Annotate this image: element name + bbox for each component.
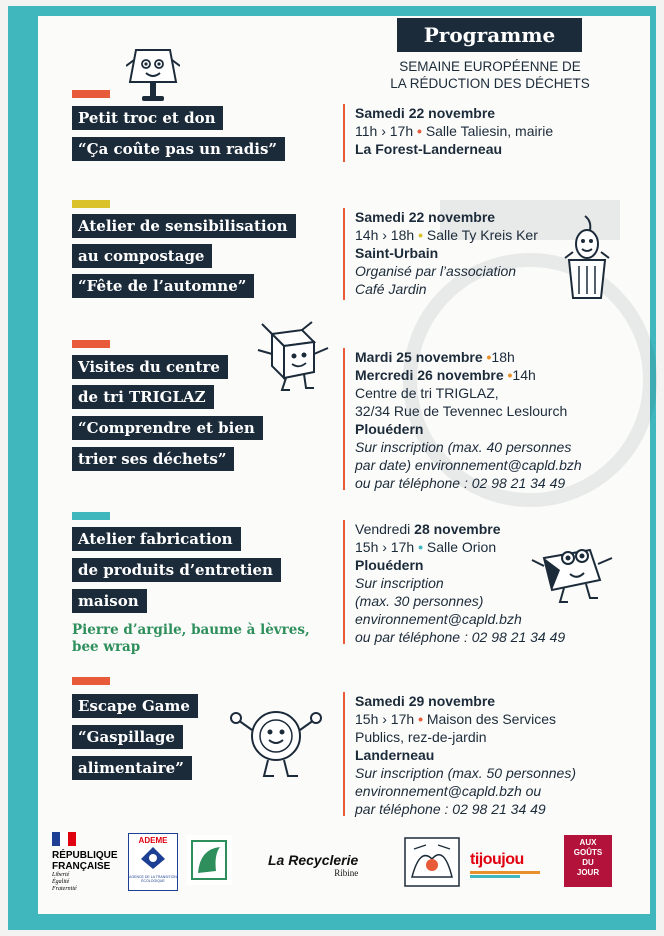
event-2-details: Samedi 22 novembre 14h › 18h • Salle Ty Kreis Ker Saint-Urbain Organisé par l’association Café Jardin <box>355 209 538 297</box>
lamp-mascot-icon <box>126 44 180 104</box>
community-green-logo-icon <box>186 835 232 885</box>
event-4-details: Vendredi 28 novembre 15h › 17h • Salle Orion Plouédern Sur inscription (max. 30 personnes) environnement@capld.bzh ou par téléphone : 02 98 21 34 49 <box>355 521 566 645</box>
marianne-flag-icon <box>52 832 76 846</box>
plate-mascot-icon <box>226 700 326 782</box>
event-2-color-bar <box>72 200 110 208</box>
event-4-title-line-1: Atelier fabrication <box>72 527 241 551</box>
event-2-city: Saint-Urbain <box>355 245 439 261</box>
event-3-color-bar <box>72 340 110 348</box>
illustrated-partner-logo-icon <box>404 837 460 887</box>
event-3-title-line-3: “Comprendre et bien <box>72 416 263 440</box>
event-5-details: Samedi 29 novembre 15h › 17h • Maison des Services Publics, rez-de-jardin Landerneau Sur inscription (max. 50 personnes) environnement@capld.bzh ou par téléphone : 02 98 21 34 49 <box>355 693 576 817</box>
event-2-date: Samedi 22 novembre <box>355 209 496 225</box>
compost-bin-mascot-icon <box>563 214 613 302</box>
event-1-date: Samedi 22 novembre <box>355 105 496 121</box>
event-4-date: 28 novembre <box>414 521 501 537</box>
event-1-title-line-2: “Ça coûte pas un radis” <box>72 137 285 161</box>
event-4-title-line-3: maison <box>72 589 147 613</box>
event-1-city: La Forest-Landerneau <box>355 141 503 157</box>
event-3-title-line-4: trier ses déchets” <box>72 447 234 471</box>
event-5-title-line-3: alimentaire” <box>72 756 192 780</box>
event-3-date-2: Mercredi 26 novembre <box>355 367 504 383</box>
event-5-title-line-1: Escape Game <box>72 694 198 718</box>
tijoujou-logo: tijoujou <box>470 851 552 878</box>
ademe-logo: ADEME AGENCE DE LA TRANSITION ÉCOLOGIQUE <box>128 833 178 891</box>
event-2-title-line-1: Atelier de sensibilisation <box>72 214 296 238</box>
event-3-divider <box>343 348 345 490</box>
event-3-city: Plouédern <box>355 421 424 437</box>
event-5-city: Landerneau <box>355 747 435 763</box>
event-4-divider <box>343 520 345 644</box>
event-1-divider <box>343 104 345 162</box>
recyclerie-logo: La Recyclerie Ribine <box>268 852 359 878</box>
cardboard-box-mascot-icon <box>252 320 330 392</box>
event-1-details: Samedi 22 novembre 11h › 17h • Salle Taliesin, mairie La Forest-Landerneau <box>355 105 554 157</box>
event-4-title-line-2: de produits d’entretien <box>72 558 281 582</box>
event-1-color-bar <box>72 90 110 98</box>
page-title: Programme <box>397 18 582 52</box>
event-1-title-line-1: Petit troc et don <box>72 106 223 130</box>
partner-logos <box>0 825 664 905</box>
page-subtitle: SEMAINE EUROPÉENNE DE LA RÉDUCTION DES DÉCHETS <box>390 59 590 91</box>
event-5-divider <box>343 692 345 816</box>
event-3-details: Mardi 25 novembre •18h Mercredi 26 novembre •14h Centre de tri TRIGLAZ, 32/34 Rue de Tevennec Leslourch Plouédern Sur inscription (max. 40 personnes par date) environnement@capld.bzh ou par téléphone : 02 98 21 34 49 <box>355 349 582 491</box>
eraser-mascot-icon <box>530 540 614 604</box>
event-4-city: Plouédern <box>355 557 424 573</box>
event-5-title-line-2: “Gaspillage <box>72 725 183 749</box>
ademe-emblem-icon <box>139 845 167 871</box>
republique-francaise-logo: RÉPUBLIQUE FRANÇAISE Liberté Égalité Fraternité <box>52 831 122 893</box>
event-3-title-line-1: Visites du centre <box>72 355 228 379</box>
event-3-date-1: Mardi 25 novembre <box>355 349 483 365</box>
event-2-title-line-2: au compostage <box>72 244 212 268</box>
event-2-title-line-3: “Fête de l’automne” <box>72 274 254 298</box>
event-4-subtitle: Pierre d’argile, baume à lèvres, bee wrap <box>72 622 310 655</box>
event-2-divider <box>343 208 345 300</box>
event-5-date: Samedi 29 novembre <box>355 693 496 709</box>
event-3-title-line-2: de tri TRIGLAZ <box>72 385 214 409</box>
event-4-color-bar <box>72 512 110 520</box>
aux-gouts-du-jour-logo: AUX GOÛTS DU JOUR <box>564 835 612 887</box>
event-5-color-bar <box>72 677 110 685</box>
